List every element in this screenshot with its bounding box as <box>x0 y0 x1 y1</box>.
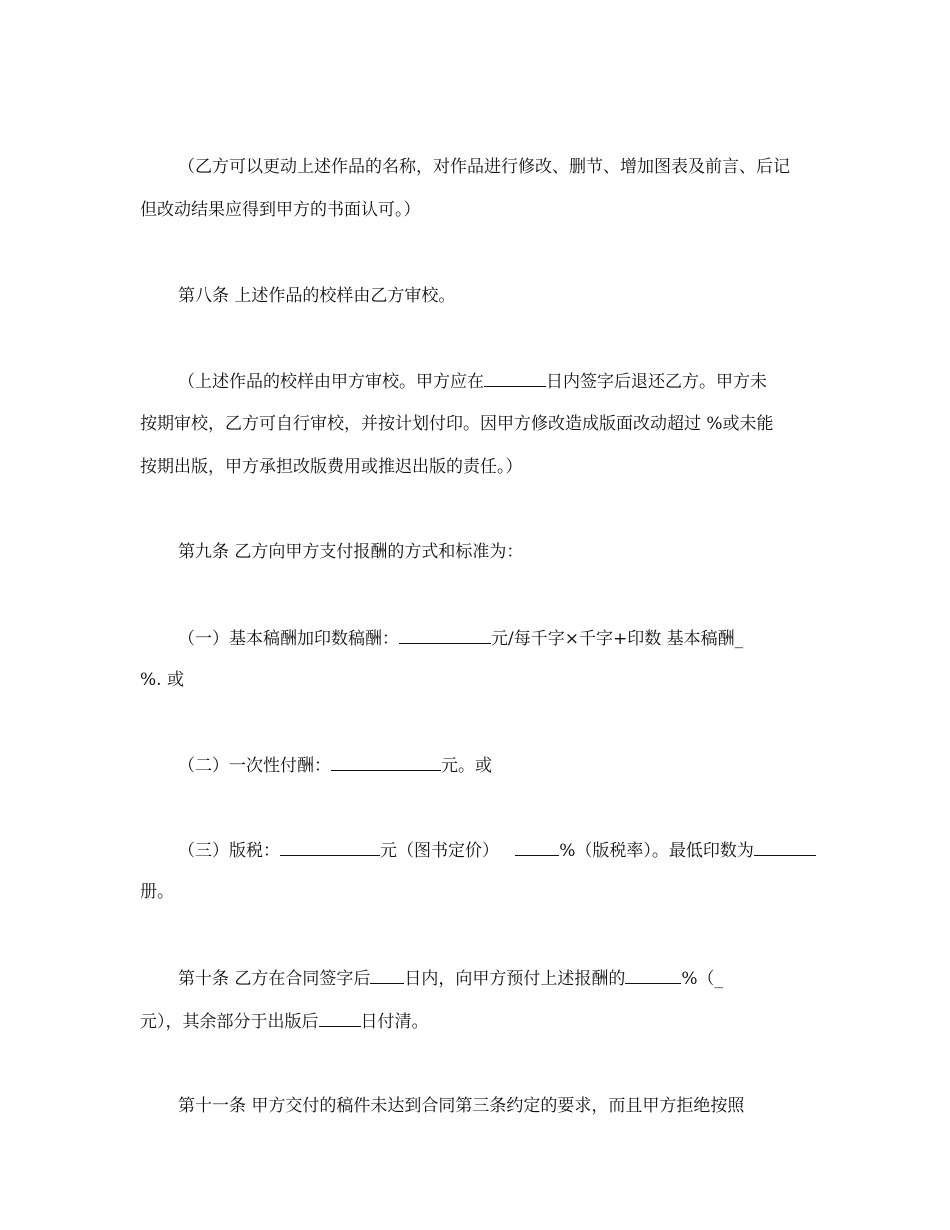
text: 日付清。 <box>360 1012 429 1032</box>
blank-underline <box>484 369 546 387</box>
paragraph-line <box>140 198 820 222</box>
text: %. 或 <box>140 670 184 690</box>
option-2 <box>178 753 858 778</box>
article-9 <box>178 540 858 564</box>
text: 元。或 <box>441 756 492 776</box>
paragraph-line <box>140 1009 820 1034</box>
blank-underline <box>280 838 380 856</box>
text: （三）版税： <box>178 841 280 861</box>
text: （乙方可以更动上述作品的名称，对作品进行修改、删节、增加图表及前言、后记 <box>178 157 790 177</box>
blank-underline <box>319 1009 361 1027</box>
text: 日内签字后退还乙方。甲方未 <box>546 372 767 392</box>
paragraph-line <box>178 369 858 394</box>
text: 第十条 乙方在合同签字后 <box>178 969 371 989</box>
text: 第十一条 甲方交付的稿件未达到合同第三条约定的要求，而且甲方拒绝按照 <box>178 1096 745 1116</box>
text: 日内，向甲方预付上述报酬的 <box>404 969 626 989</box>
article-8 <box>178 284 858 308</box>
blank-underline <box>399 626 491 644</box>
paragraph-line <box>140 880 820 904</box>
text: （二）一次性付酬： <box>178 756 331 776</box>
text: 元），其余部分于出版后 <box>140 1012 319 1032</box>
blank-underline <box>625 966 681 984</box>
paragraph-line <box>178 155 858 179</box>
blank-underline <box>331 753 441 771</box>
article-11 <box>178 1094 858 1118</box>
text: 册。 <box>140 882 174 902</box>
paragraph-line <box>140 668 820 692</box>
paragraph-line <box>140 412 820 436</box>
article-10 <box>178 966 858 991</box>
text: 按期出版，甲方承担改版费用或推迟出版的责任。） <box>140 457 523 477</box>
blank-underline <box>370 966 404 984</box>
text: （一）基本稿酬加印数稿酬： <box>178 629 399 649</box>
text: 但改动结果应得到甲方的书面认可。） <box>140 200 421 220</box>
option-1 <box>178 626 858 651</box>
text: 元（图书定价） <box>380 841 516 861</box>
text: （上述作品的校样由甲方审校。甲方应在 <box>178 372 484 392</box>
text: 第九条 乙方向甲方支付报酬的方式和标准为： <box>178 542 524 562</box>
text: 元/每千字×千字+印数 基本稿酬_ <box>491 629 744 649</box>
text: 第八条 上述作品的校样由乙方审校。 <box>178 286 456 306</box>
blank-underline <box>754 838 816 856</box>
paragraph-line <box>140 455 820 479</box>
blank-underline <box>515 838 559 856</box>
text: %（_ <box>681 969 724 989</box>
option-3 <box>178 838 858 863</box>
text: 按期审校，乙方可自行审校，并按计划付印。因甲方修改造成版面改动超过 %或未能 <box>140 414 774 434</box>
text: %（版税率）。最低印数为 <box>559 841 754 861</box>
